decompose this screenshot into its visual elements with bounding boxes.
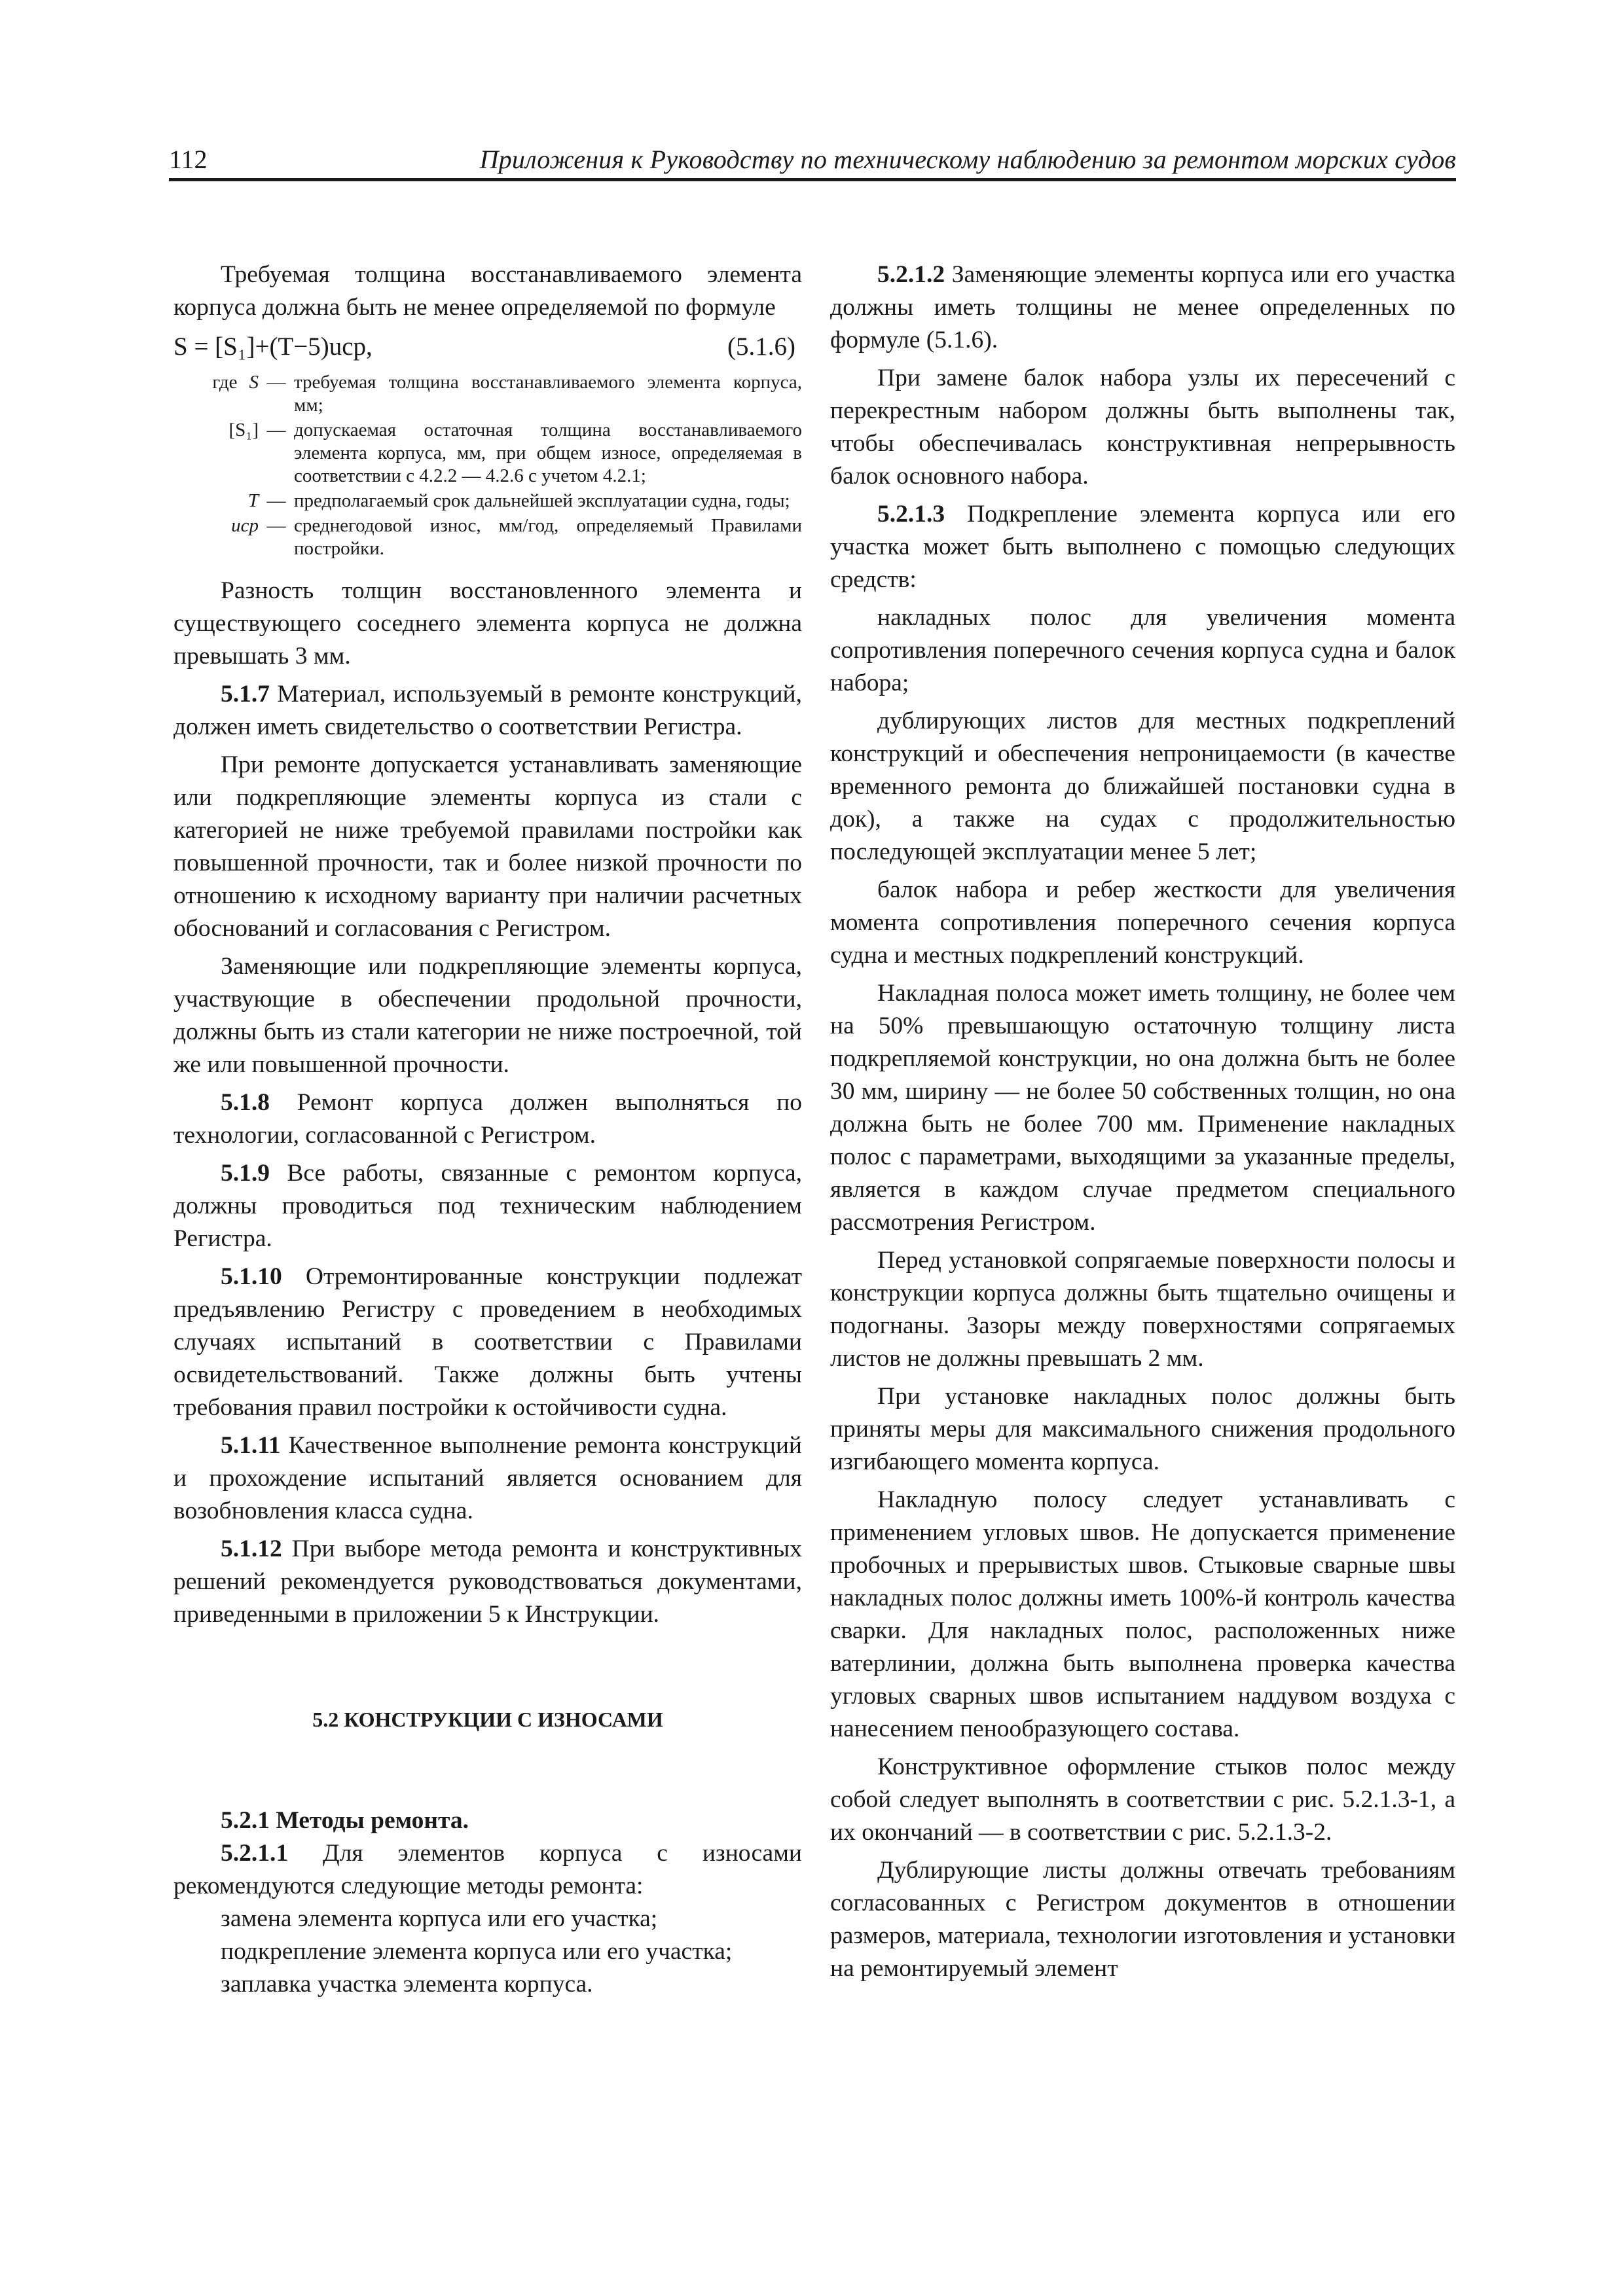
clause-number: 5.1.9 bbox=[221, 1160, 270, 1187]
list-item: подкрепление элемента корпуса или его участка; bbox=[221, 1938, 733, 1965]
paragraph-5-2-1-2: 5.2.1.2 Заменяющие элементы корпуса или его участка должны иметь толщины не менее определенных по формуле (5.1.6). bbox=[830, 261, 1455, 353]
definition-prefix: где bbox=[212, 372, 238, 393]
formula-expression: S = [S₁]+(T−5)uср, bbox=[173, 332, 373, 361]
clause-number: 5.2.1.3 bbox=[877, 501, 945, 528]
paragraph-5-1-10: 5.1.10 Отремонтированные конструкции подлежат предъявлению Регистру с проведением в необходимых случаях испытаний в соответствии с Правилами освидетельствований. Также должны быть учтены требования правил постройки к остойчивости судна. bbox=[173, 1263, 802, 1421]
definition-text: среднегодовой износ, мм/год, определяемый Правилами постройки. bbox=[294, 515, 802, 559]
paragraph-5-1-9: 5.1.9 Все работы, связанные с ремонтом корпуса, должны проводиться под техническим наблюдением Регистра. bbox=[173, 1160, 802, 1252]
header-rule bbox=[169, 178, 1456, 181]
definition-row: [S₁] — допускаемая остаточная толщина восстанавливаемого элемента корпуса, мм, при общем износе, определяемая в соответствии с 4.2.2 — 4.2.6 с учетом 4.2.1; bbox=[228, 420, 802, 486]
page-number: 112 bbox=[169, 145, 208, 174]
paragraph: Требуемая толщина восстанавливаемого элемента корпуса должна быть не менее определяемой по формуле bbox=[173, 261, 802, 321]
right-column bbox=[830, 259, 1455, 1985]
clause-number: 5.1.10 bbox=[221, 1263, 282, 1290]
paragraph: Дублирующие листы должны отвечать требованиям согласованных с Регистром документов в отношении размеров, материала, технологии изготовления и установки на ремонтируемый элемент bbox=[830, 1857, 1455, 1982]
paragraph-5-1-11: 5.1.11 Качественное выполнение ремонта конструкций и прохождение испытаний является основанием для возобновления класса судна. bbox=[173, 1432, 802, 1524]
definition-symbol: [S₁] bbox=[228, 420, 259, 440]
formula-definitions bbox=[173, 371, 802, 560]
definition-symbol: T bbox=[247, 490, 259, 511]
paragraph: Заменяющие или подкрепляющие элементы корпуса, участвующие в обеспечении продольной прочности, должны быть из стали категории не ниже построечной, той же или повышенной прочности. bbox=[173, 953, 802, 1078]
paragraph-5-2-1-3: 5.2.1.3 Подкрепление элемента корпуса или его участка может быть выполнено с помощью следующих средств: bbox=[830, 501, 1455, 593]
definition-text: требуемая толщина восстанавливаемого элемента корпуса, мм; bbox=[294, 372, 802, 416]
paragraph: Накладная полоса может иметь толщину, не более чем на 50% превышающую остаточную толщину листа подкрепляемой конструкции, но она должна быть не более 30 мм, ширину — не более 50 собственных толщин, но она должна быть не более 700 мм. Применение накладных полос с параметрами, выходящими за указанные пределы, является в каждом случае предметом специального рассмотрения Регистром. bbox=[830, 980, 1455, 1236]
list-item: заплавка участка элемента корпуса. bbox=[221, 1971, 593, 1998]
definition-text: предполагаемый срок дальнейшей эксплуатации судна, годы; bbox=[294, 490, 790, 511]
formula-number: (5.1.6) bbox=[727, 332, 795, 361]
definition-row: uср — среднегодовой износ, мм/год, определяемый Правилами постройки. bbox=[231, 515, 802, 559]
paragraph: При ремонте допускается устанавливать заменяющие или подкрепляющие элементы корпуса из стали с категорией не ниже требуемой правилами постройки как повышенной прочности, так и более низкой прочности по отношению к исходному варианту при наличии расчетных обоснований и согласования с Регистром. bbox=[173, 751, 802, 942]
paragraph-5-1-7: 5.1.7 Материал, используемый в ремонте конструкций, должен иметь свидетельство о соответствии Регистра. bbox=[173, 681, 802, 740]
list-item: балок набора и ребер жесткости для увеличения момента сопротивления поперечного сечения корпуса судна и местных подкреплений конструкций. bbox=[830, 876, 1455, 969]
section-title: 5.2 КОНСТРУКЦИИ С ИЗНОСАМИ bbox=[312, 1708, 663, 1731]
formula bbox=[173, 331, 802, 363]
clause-number: 5.1.12 bbox=[221, 1535, 282, 1562]
clause-number: 5.1.7 bbox=[221, 681, 270, 708]
running-title: Приложения к Руководству по техническому наблюдению за ремонтом морских судов bbox=[479, 145, 1456, 174]
paragraph: Конструктивное оформление стыков полос между собой следует выполнять в соответствии с рис. 5.2.1.3-1, а их окончаний — в соответствии с рис. 5.2.1.3-2. bbox=[830, 1753, 1455, 1846]
page-header bbox=[169, 141, 1456, 181]
left-column bbox=[173, 259, 802, 2001]
list-item: накладных полос для увеличения момента сопротивления поперечного сечения корпуса судна и балок набора; bbox=[830, 604, 1455, 696]
clause-number: 5.1.8 bbox=[221, 1089, 270, 1116]
definition-row: где S — требуемая толщина восстанавливаемого элемента корпуса, мм; bbox=[212, 372, 802, 416]
definition-row: T — предполагаемый срок дальнейшей эксплуатации судна, годы; bbox=[173, 490, 802, 512]
paragraph: Перед установкой сопрягаемые поверхности полосы и конструкции корпуса должны быть тщательно очищены и подогнаны. Зазоры между поверхностями сопрягаемых листов не должны превышать 2 мм. bbox=[830, 1247, 1455, 1372]
clause-number: 5.1.11 bbox=[221, 1432, 281, 1459]
subsection-heading: 5.2.1 Методы ремонта. bbox=[221, 1807, 469, 1834]
list-item: замена элемента корпуса или его участка; bbox=[221, 1905, 658, 1932]
definition-text: допускаемая остаточная толщина восстанавливаемого элемента корпуса, мм, при общем износе, определяемая в соответствии с 4.2.2 — 4.2.6 с учетом 4.2.1; bbox=[294, 420, 802, 486]
paragraph: При замене балок набора узлы их пересечений с перекрестным набором должны быть выполнены так, чтобы обеспечивалась конструктивная непрерывность балок основного набора. bbox=[830, 365, 1455, 490]
clause-number: 5.2.1.2 bbox=[877, 261, 945, 288]
definition-symbol: uср bbox=[231, 515, 259, 536]
list-item: дублирующих листов для местных подкреплений конструкций и обеспечения непроницаемости (в качестве временного ремонта до ближайшей постановки судна в док), а также на судах с продолжительностью последующей эксплуатации менее 5 лет; bbox=[830, 708, 1455, 865]
paragraph: Накладную полосу следует устанавливать с применением угловых швов. Не допускается применение пробочных и прерывистых швов. Стыковые сварные швы накладных полос должны иметь 100%-й контроль качества сварки. Для накладных полос, расположенных ниже ватерлинии, должна быть выполнена проверка качества угловых сварных швов испытанием наддувом воздуха с нанесением пенообразующего состава. bbox=[830, 1486, 1455, 1742]
paragraph-5-1-8: 5.1.8 Ремонт корпуса должен выполняться по технологии, согласованной с Регистром. bbox=[173, 1089, 802, 1149]
paragraph-5-2-1-1: 5.2.1.1 Для элементов корпуса с износами рекомендуются следующие методы ремонта: bbox=[173, 1840, 802, 1899]
paragraph: Разность толщин восстановленного элемента и существующего соседнего элемента корпуса не должна превышать 3 мм. bbox=[173, 577, 802, 670]
paragraph-5-1-12: 5.1.12 При выборе метода ремонта и конструктивных решений рекомендуется руководствоваться документами, приведенными в приложении 5 к Инструкции. bbox=[173, 1535, 802, 1628]
definition-symbol: S bbox=[249, 372, 259, 393]
clause-number: 5.2.1.1 bbox=[221, 1840, 289, 1867]
paragraph: При установке накладных полос должны быть приняты меры для максимального снижения продольного изгибающего момента корпуса. bbox=[830, 1383, 1455, 1475]
